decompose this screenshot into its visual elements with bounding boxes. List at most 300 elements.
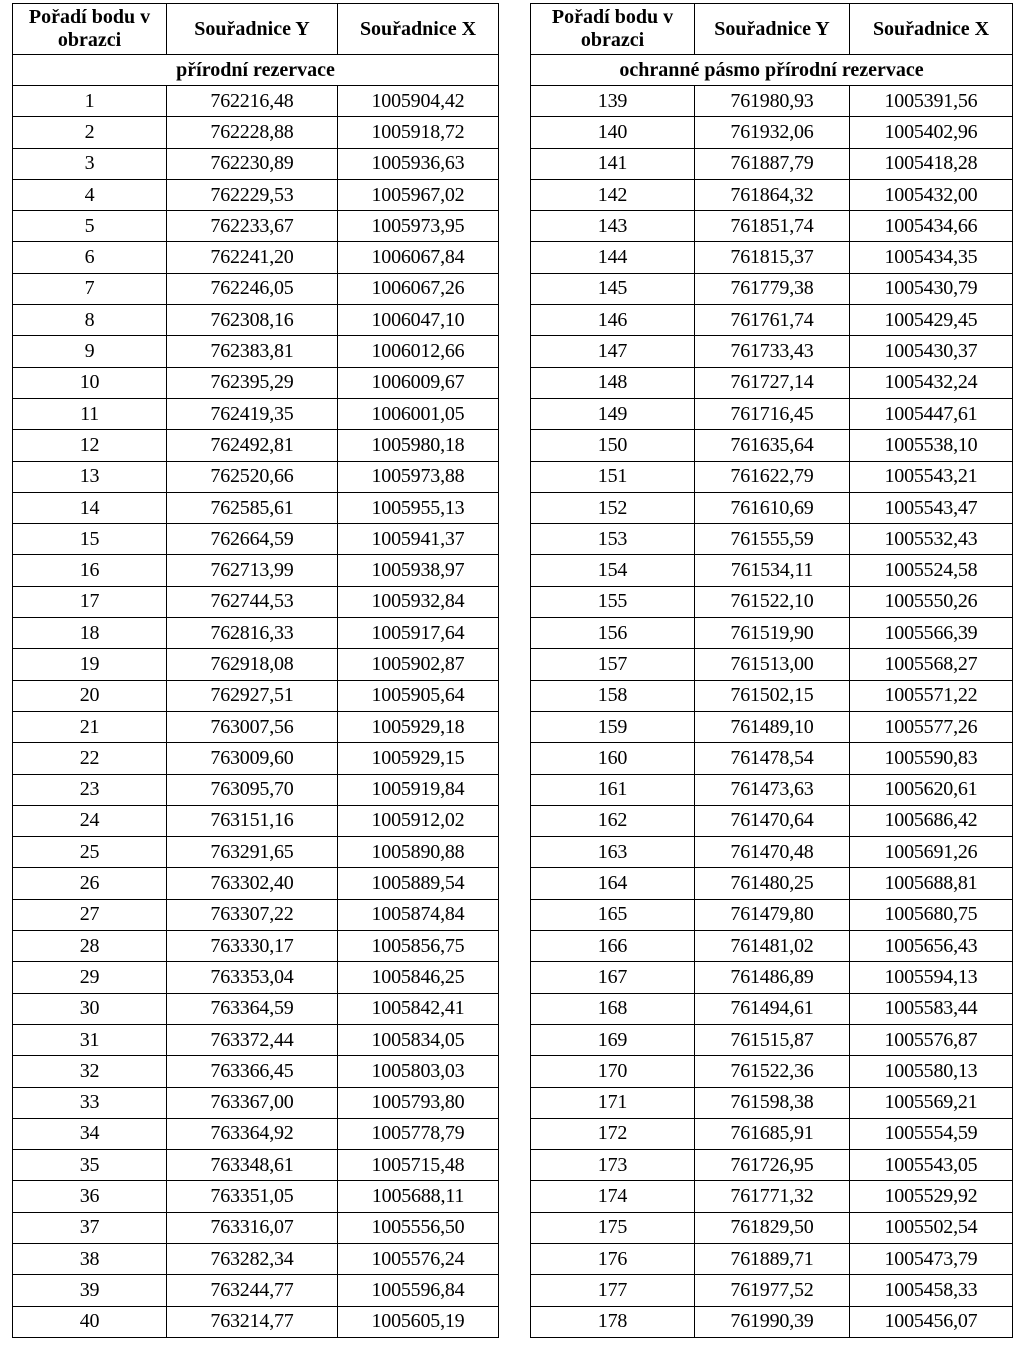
- cell-coordinate-y: 761851,74: [695, 211, 850, 242]
- nature-reserve-coordinates-table: [12, 3, 499, 1338]
- table-row: [13, 868, 499, 899]
- cell-coordinate-y: 763009,60: [167, 743, 338, 774]
- cell-coordinate-x: 1005532,43: [850, 524, 1013, 555]
- cell-coordinate-x: 1005715,48: [338, 1150, 499, 1181]
- table-row: [13, 618, 499, 649]
- cell-coordinate-y: 763366,45: [167, 1056, 338, 1087]
- cell-point-number: 143: [531, 211, 695, 242]
- cell-point-number: 4: [13, 179, 167, 210]
- cell-coordinate-y: 763282,34: [167, 1243, 338, 1274]
- cell-coordinate-y: 763353,04: [167, 962, 338, 993]
- cell-coordinate-x: 1005834,05: [338, 1024, 499, 1055]
- cell-coordinate-x: 1006047,10: [338, 305, 499, 336]
- cell-point-number: 40: [13, 1306, 167, 1337]
- cell-coordinate-x: 1005620,61: [850, 774, 1013, 805]
- cell-coordinate-y: 763244,77: [167, 1275, 338, 1306]
- table-row: [531, 430, 1013, 461]
- table-row: [531, 148, 1013, 179]
- table-row: [13, 305, 499, 336]
- cell-coordinate-x: 1005571,22: [850, 680, 1013, 711]
- cell-coordinate-x: 1005543,05: [850, 1150, 1013, 1181]
- cell-point-number: 6: [13, 242, 167, 273]
- cell-point-number: 38: [13, 1243, 167, 1274]
- cell-coordinate-x: 1005680,75: [850, 899, 1013, 930]
- table-row: [13, 86, 499, 117]
- table-row: [13, 430, 499, 461]
- cell-point-number: 171: [531, 1087, 695, 1118]
- table-row: [531, 1243, 1013, 1274]
- cell-point-number: 164: [531, 868, 695, 899]
- cell-coordinate-y: 761990,39: [695, 1306, 850, 1337]
- cell-coordinate-x: 1005912,02: [338, 805, 499, 836]
- cell-point-number: 15: [13, 524, 167, 555]
- cell-coordinate-x: 1005605,19: [338, 1306, 499, 1337]
- cell-coordinate-y: 762233,67: [167, 211, 338, 242]
- table-row: [13, 899, 499, 930]
- cell-coordinate-x: 1005874,84: [338, 899, 499, 930]
- header-row: [531, 4, 1013, 55]
- table-row: [13, 774, 499, 805]
- cell-coordinate-x: 1005432,00: [850, 179, 1013, 210]
- cell-coordinate-x: 1005932,84: [338, 586, 499, 617]
- header-coordinate-x: Souřadnice X: [338, 4, 499, 55]
- table-row: [531, 993, 1013, 1024]
- table-row: [531, 336, 1013, 367]
- table-row: [531, 211, 1013, 242]
- cell-coordinate-y: 762383,81: [167, 336, 338, 367]
- cell-coordinate-y: 762229,53: [167, 179, 338, 210]
- cell-coordinate-x: 1005569,21: [850, 1087, 1013, 1118]
- cell-coordinate-x: 1005686,42: [850, 805, 1013, 836]
- table-row: [13, 1087, 499, 1118]
- cell-coordinate-y: 761887,79: [695, 148, 850, 179]
- cell-coordinate-y: 762744,53: [167, 586, 338, 617]
- cell-coordinate-y: 761473,63: [695, 774, 850, 805]
- cell-coordinate-y: 763367,00: [167, 1087, 338, 1118]
- table-row: [531, 524, 1013, 555]
- cell-coordinate-x: 1005529,92: [850, 1181, 1013, 1212]
- table-row: [531, 398, 1013, 429]
- cell-coordinate-y: 761480,25: [695, 868, 850, 899]
- cell-coordinate-x: 1005919,84: [338, 774, 499, 805]
- cell-coordinate-y: 762395,29: [167, 367, 338, 398]
- table-body: [531, 55, 1013, 1338]
- cell-coordinate-y: 762520,66: [167, 461, 338, 492]
- cell-coordinate-y: 762228,88: [167, 117, 338, 148]
- cell-coordinate-y: 761727,14: [695, 367, 850, 398]
- table-row: [531, 774, 1013, 805]
- cell-coordinate-x: 1006067,84: [338, 242, 499, 273]
- cell-point-number: 157: [531, 649, 695, 680]
- cell-coordinate-y: 762918,08: [167, 649, 338, 680]
- cell-point-number: 173: [531, 1150, 695, 1181]
- table-row: [531, 305, 1013, 336]
- cell-coordinate-x: 1005543,47: [850, 492, 1013, 523]
- cell-point-number: 163: [531, 837, 695, 868]
- cell-coordinate-y: 761889,71: [695, 1243, 850, 1274]
- cell-coordinate-x: 1005902,87: [338, 649, 499, 680]
- table-row: [531, 273, 1013, 304]
- cell-coordinate-x: 1005430,79: [850, 273, 1013, 304]
- table-row: [13, 336, 499, 367]
- cell-point-number: 162: [531, 805, 695, 836]
- header-point-order: Pořadí bodu v obrazci: [531, 4, 695, 55]
- cell-coordinate-x: 1005432,24: [850, 367, 1013, 398]
- cell-coordinate-y: 762492,81: [167, 430, 338, 461]
- buffer-zone-coordinates-table: [530, 3, 1013, 1338]
- table-row: [531, 868, 1013, 899]
- cell-coordinate-x: 1005973,95: [338, 211, 499, 242]
- cell-coordinate-x: 1005556,50: [338, 1212, 499, 1243]
- cell-coordinate-x: 1005793,80: [338, 1087, 499, 1118]
- cell-point-number: 149: [531, 398, 695, 429]
- table-row: [531, 242, 1013, 273]
- cell-coordinate-y: 763351,05: [167, 1181, 338, 1212]
- cell-coordinate-x: 1005429,45: [850, 305, 1013, 336]
- cell-point-number: 17: [13, 586, 167, 617]
- cell-coordinate-y: 763095,70: [167, 774, 338, 805]
- cell-coordinate-y: 761733,43: [695, 336, 850, 367]
- cell-coordinate-y: 761486,89: [695, 962, 850, 993]
- table-row: [13, 837, 499, 868]
- table-row: [531, 1275, 1013, 1306]
- cell-coordinate-y: 761522,10: [695, 586, 850, 617]
- section-row: [531, 55, 1013, 86]
- cell-coordinate-x: 1005447,61: [850, 398, 1013, 429]
- cell-point-number: 22: [13, 743, 167, 774]
- cell-coordinate-x: 1005430,37: [850, 336, 1013, 367]
- cell-point-number: 142: [531, 179, 695, 210]
- cell-coordinate-y: 763302,40: [167, 868, 338, 899]
- cell-coordinate-x: 1005803,03: [338, 1056, 499, 1087]
- cell-coordinate-y: 761864,32: [695, 179, 850, 210]
- table-row: [13, 555, 499, 586]
- cell-coordinate-x: 1005596,84: [338, 1275, 499, 1306]
- cell-point-number: 146: [531, 305, 695, 336]
- cell-coordinate-x: 1005778,79: [338, 1118, 499, 1149]
- cell-coordinate-x: 1005594,13: [850, 962, 1013, 993]
- cell-coordinate-x: 1005576,24: [338, 1243, 499, 1274]
- cell-coordinate-y: 761977,52: [695, 1275, 850, 1306]
- table-row: [531, 649, 1013, 680]
- cell-coordinate-y: 762246,05: [167, 273, 338, 304]
- cell-point-number: 26: [13, 868, 167, 899]
- cell-coordinate-y: 761522,36: [695, 1056, 850, 1087]
- cell-point-number: 31: [13, 1024, 167, 1055]
- cell-coordinate-y: 761761,74: [695, 305, 850, 336]
- table-row: [13, 1118, 499, 1149]
- table-row: [13, 805, 499, 836]
- cell-point-number: 11: [13, 398, 167, 429]
- cell-point-number: 9: [13, 336, 167, 367]
- cell-point-number: 170: [531, 1056, 695, 1087]
- cell-coordinate-y: 761622,79: [695, 461, 850, 492]
- table-row: [531, 805, 1013, 836]
- cell-coordinate-y: 762927,51: [167, 680, 338, 711]
- cell-coordinate-x: 1005688,81: [850, 868, 1013, 899]
- table-row: [13, 524, 499, 555]
- cell-coordinate-y: 763007,56: [167, 711, 338, 742]
- cell-point-number: 14: [13, 492, 167, 523]
- cell-coordinate-x: 1005917,64: [338, 618, 499, 649]
- cell-coordinate-y: 761635,64: [695, 430, 850, 461]
- cell-coordinate-x: 1005566,39: [850, 618, 1013, 649]
- cell-point-number: 158: [531, 680, 695, 711]
- cell-coordinate-x: 1005391,56: [850, 86, 1013, 117]
- table-row: [531, 1087, 1013, 1118]
- cell-coordinate-x: 1005918,72: [338, 117, 499, 148]
- table-row: [531, 1150, 1013, 1181]
- cell-point-number: 175: [531, 1212, 695, 1243]
- cell-coordinate-y: 761980,93: [695, 86, 850, 117]
- cell-coordinate-x: 1005576,87: [850, 1024, 1013, 1055]
- table-row: [531, 1181, 1013, 1212]
- section-title: ochranné pásmo přírodní rezervace: [531, 55, 1013, 86]
- table-row: [531, 461, 1013, 492]
- cell-coordinate-x: 1005402,96: [850, 117, 1013, 148]
- cell-coordinate-x: 1005434,35: [850, 242, 1013, 273]
- table-row: [531, 618, 1013, 649]
- cell-point-number: 145: [531, 273, 695, 304]
- cell-point-number: 30: [13, 993, 167, 1024]
- cell-coordinate-y: 763330,17: [167, 931, 338, 962]
- table-row: [13, 1150, 499, 1181]
- cell-coordinate-x: 1006012,66: [338, 336, 499, 367]
- table-row: [531, 680, 1013, 711]
- table-row: [531, 586, 1013, 617]
- table-row: [13, 1024, 499, 1055]
- cell-coordinate-y: 761478,54: [695, 743, 850, 774]
- cell-point-number: 153: [531, 524, 695, 555]
- cell-point-number: 178: [531, 1306, 695, 1337]
- cell-point-number: 141: [531, 148, 695, 179]
- cell-coordinate-x: 1005904,42: [338, 86, 499, 117]
- cell-coordinate-x: 1005456,07: [850, 1306, 1013, 1337]
- cell-coordinate-y: 761534,11: [695, 555, 850, 586]
- table-row: [13, 1056, 499, 1087]
- cell-coordinate-y: 762308,16: [167, 305, 338, 336]
- cell-coordinate-x: 1005846,25: [338, 962, 499, 993]
- cell-coordinate-y: 762664,59: [167, 524, 338, 555]
- cell-coordinate-y: 761932,06: [695, 117, 850, 148]
- cell-point-number: 13: [13, 461, 167, 492]
- cell-point-number: 139: [531, 86, 695, 117]
- cell-coordinate-x: 1005967,02: [338, 179, 499, 210]
- cell-point-number: 169: [531, 1024, 695, 1055]
- header-coordinate-y: Souřadnice Y: [167, 4, 338, 55]
- cell-coordinate-x: 1005583,44: [850, 993, 1013, 1024]
- cell-point-number: 23: [13, 774, 167, 805]
- table-row: [13, 1181, 499, 1212]
- table-row: [531, 711, 1013, 742]
- cell-point-number: 161: [531, 774, 695, 805]
- table-row: [13, 242, 499, 273]
- cell-coordinate-x: 1005856,75: [338, 931, 499, 962]
- cell-point-number: 8: [13, 305, 167, 336]
- cell-coordinate-y: 761610,69: [695, 492, 850, 523]
- table-row: [13, 993, 499, 1024]
- table-row: [13, 367, 499, 398]
- cell-coordinate-x: 1006009,67: [338, 367, 499, 398]
- cell-point-number: 39: [13, 1275, 167, 1306]
- cell-point-number: 166: [531, 931, 695, 962]
- cell-point-number: 152: [531, 492, 695, 523]
- cell-point-number: 167: [531, 962, 695, 993]
- cell-point-number: 19: [13, 649, 167, 680]
- cell-coordinate-y: 761815,37: [695, 242, 850, 273]
- cell-point-number: 29: [13, 962, 167, 993]
- table-row: [531, 743, 1013, 774]
- cell-point-number: 3: [13, 148, 167, 179]
- cell-coordinate-y: 761515,87: [695, 1024, 850, 1055]
- cell-point-number: 32: [13, 1056, 167, 1087]
- cell-point-number: 28: [13, 931, 167, 962]
- table-row: [531, 837, 1013, 868]
- cell-point-number: 159: [531, 711, 695, 742]
- cell-coordinate-y: 761716,45: [695, 398, 850, 429]
- table-row: [531, 117, 1013, 148]
- cell-coordinate-x: 1005590,83: [850, 743, 1013, 774]
- table-row: [531, 179, 1013, 210]
- cell-coordinate-x: 1005538,10: [850, 430, 1013, 461]
- cell-coordinate-x: 1005458,33: [850, 1275, 1013, 1306]
- cell-point-number: 151: [531, 461, 695, 492]
- cell-point-number: 155: [531, 586, 695, 617]
- cell-point-number: 37: [13, 1212, 167, 1243]
- cell-coordinate-x: 1005905,64: [338, 680, 499, 711]
- header-row: [13, 4, 499, 55]
- cell-coordinate-x: 1005577,26: [850, 711, 1013, 742]
- table-row: [13, 711, 499, 742]
- cell-point-number: 2: [13, 117, 167, 148]
- table-row: [13, 649, 499, 680]
- cell-coordinate-y: 762419,35: [167, 398, 338, 429]
- cell-coordinate-y: 761502,15: [695, 680, 850, 711]
- cell-coordinate-x: 1005434,66: [850, 211, 1013, 242]
- cell-coordinate-x: 1005543,21: [850, 461, 1013, 492]
- cell-point-number: 12: [13, 430, 167, 461]
- cell-coordinate-x: 1005524,58: [850, 555, 1013, 586]
- cell-point-number: 172: [531, 1118, 695, 1149]
- cell-coordinate-x: 1005418,28: [850, 148, 1013, 179]
- table-row: [13, 273, 499, 304]
- cell-point-number: 16: [13, 555, 167, 586]
- cell-point-number: 148: [531, 367, 695, 398]
- cell-coordinate-x: 1005973,88: [338, 461, 499, 492]
- table-row: [13, 962, 499, 993]
- cell-coordinate-y: 762230,89: [167, 148, 338, 179]
- cell-point-number: 165: [531, 899, 695, 930]
- cell-coordinate-y: 761513,00: [695, 649, 850, 680]
- cell-coordinate-x: 1005890,88: [338, 837, 499, 868]
- header-coordinate-x: Souřadnice X: [850, 4, 1013, 55]
- cell-coordinate-y: 761470,64: [695, 805, 850, 836]
- table-row: [531, 1118, 1013, 1149]
- table-row: [531, 1306, 1013, 1337]
- table-row: [531, 1212, 1013, 1243]
- cell-point-number: 18: [13, 618, 167, 649]
- cell-coordinate-x: 1005980,18: [338, 430, 499, 461]
- table-row: [13, 179, 499, 210]
- table-row: [531, 1056, 1013, 1087]
- cell-coordinate-x: 1005938,97: [338, 555, 499, 586]
- table-row: [13, 492, 499, 523]
- cell-point-number: 177: [531, 1275, 695, 1306]
- cell-point-number: 24: [13, 805, 167, 836]
- cell-coordinate-y: 761489,10: [695, 711, 850, 742]
- cell-point-number: 174: [531, 1181, 695, 1212]
- cell-point-number: 176: [531, 1243, 695, 1274]
- table-row: [13, 461, 499, 492]
- cell-coordinate-y: 761470,48: [695, 837, 850, 868]
- cell-coordinate-x: 1005473,79: [850, 1243, 1013, 1274]
- cell-coordinate-y: 761726,95: [695, 1150, 850, 1181]
- cell-point-number: 21: [13, 711, 167, 742]
- cell-point-number: 10: [13, 367, 167, 398]
- cell-coordinate-x: 1005568,27: [850, 649, 1013, 680]
- cell-coordinate-x: 1006067,26: [338, 273, 499, 304]
- cell-coordinate-y: 761555,59: [695, 524, 850, 555]
- table-row: [531, 86, 1013, 117]
- table-row: [531, 367, 1013, 398]
- table-row: [13, 1212, 499, 1243]
- cell-coordinate-x: 1005936,63: [338, 148, 499, 179]
- cell-coordinate-y: 763372,44: [167, 1024, 338, 1055]
- table-row: [13, 211, 499, 242]
- cell-coordinate-y: 761481,02: [695, 931, 850, 962]
- cell-point-number: 35: [13, 1150, 167, 1181]
- cell-coordinate-x: 1005842,41: [338, 993, 499, 1024]
- cell-coordinate-x: 1005688,11: [338, 1181, 499, 1212]
- cell-coordinate-y: 761829,50: [695, 1212, 850, 1243]
- table-row: [531, 555, 1013, 586]
- table-row: [13, 680, 499, 711]
- cell-point-number: 20: [13, 680, 167, 711]
- cell-point-number: 156: [531, 618, 695, 649]
- cell-point-number: 27: [13, 899, 167, 930]
- table-row: [531, 931, 1013, 962]
- cell-coordinate-y: 762585,61: [167, 492, 338, 523]
- cell-coordinate-y: 761479,80: [695, 899, 850, 930]
- cell-coordinate-x: 1005691,26: [850, 837, 1013, 868]
- cell-point-number: 154: [531, 555, 695, 586]
- table-row: [531, 962, 1013, 993]
- cell-coordinate-x: 1005889,54: [338, 868, 499, 899]
- cell-coordinate-x: 1005955,13: [338, 492, 499, 523]
- cell-point-number: 25: [13, 837, 167, 868]
- cell-point-number: 150: [531, 430, 695, 461]
- table-row: [13, 931, 499, 962]
- cell-point-number: 33: [13, 1087, 167, 1118]
- cell-coordinate-y: 762216,48: [167, 86, 338, 117]
- section-row: [13, 55, 499, 86]
- cell-point-number: 34: [13, 1118, 167, 1149]
- cell-point-number: 140: [531, 117, 695, 148]
- section-title: přírodní rezervace: [13, 55, 499, 86]
- cell-point-number: 168: [531, 993, 695, 1024]
- cell-coordinate-y: 763291,65: [167, 837, 338, 868]
- table-row: [13, 117, 499, 148]
- cell-point-number: 147: [531, 336, 695, 367]
- cell-coordinate-x: 1005929,15: [338, 743, 499, 774]
- cell-coordinate-x: 1005941,37: [338, 524, 499, 555]
- cell-point-number: 144: [531, 242, 695, 273]
- cell-coordinate-y: 763307,22: [167, 899, 338, 930]
- cell-point-number: 7: [13, 273, 167, 304]
- cell-coordinate-y: 761779,38: [695, 273, 850, 304]
- cell-point-number: 5: [13, 211, 167, 242]
- table-row: [13, 1275, 499, 1306]
